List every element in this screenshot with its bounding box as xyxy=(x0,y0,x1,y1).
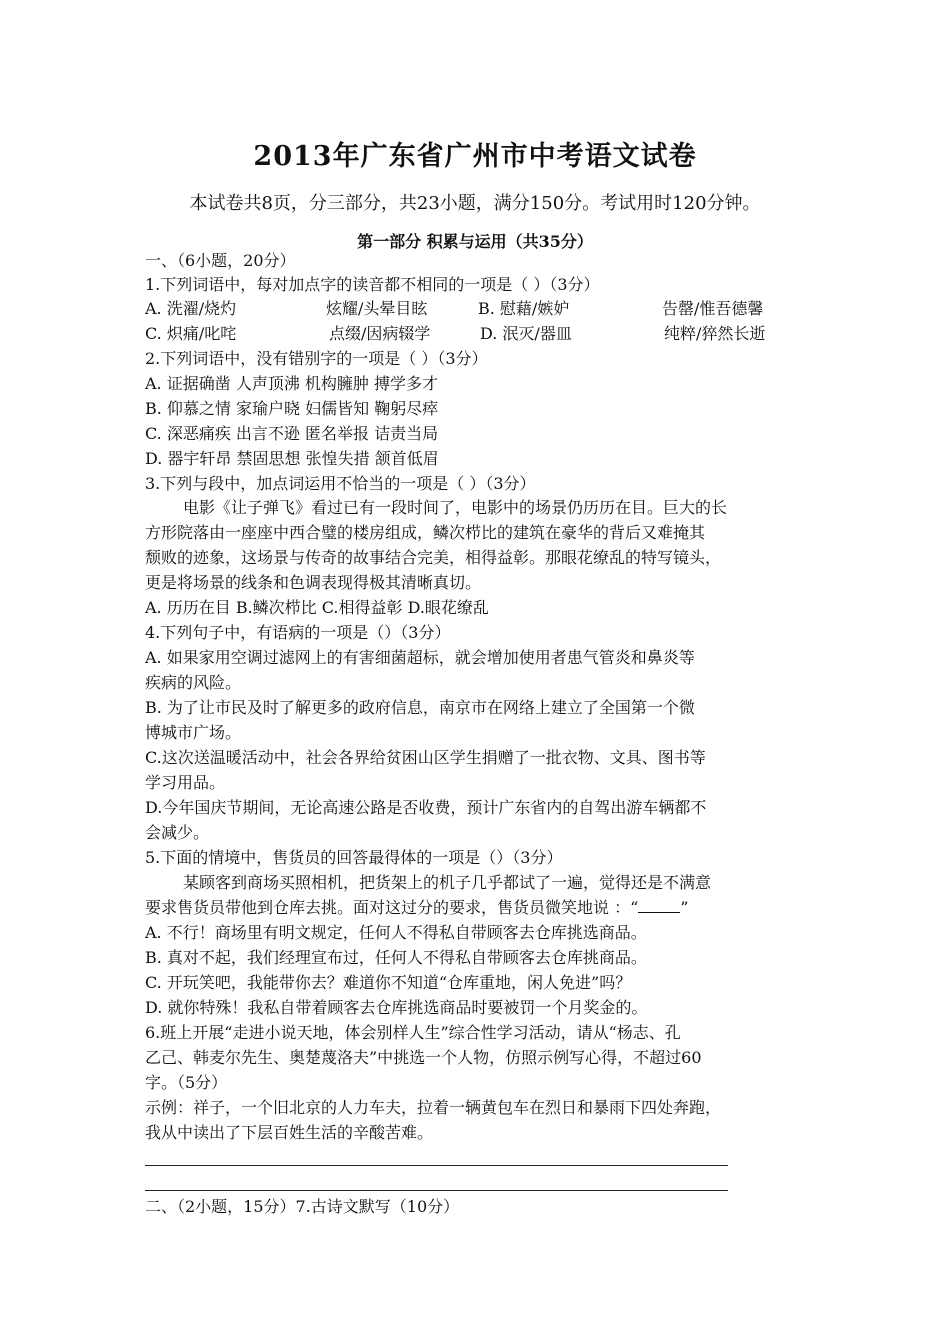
q5-option-c: C. 开玩笑吧，我能带你去？难道你不知道“仓库重地，闲人免进”吗？ xyxy=(145,973,632,992)
q6-example-line: 我从中读出了下层百姓生活的辛酸苦难。 xyxy=(145,1123,434,1142)
q2-option-c: C. 深恶痛疾 出言不逊 匿名举报 诘责当局 xyxy=(145,424,439,443)
q3-options: A. 历历在目 B.鳞次栉比 C.相得益彰 D.眼花缭乱 xyxy=(145,598,489,617)
q5-scenario-text: 要求售货员带他到仓库去挑。面对这过分的要求，售货员微笑地说 ：“ xyxy=(145,898,639,917)
q1-option-b-2: 告罄/惟吾德馨 xyxy=(662,299,764,318)
q4-option-a-line: A. 如果家用空调过滤网上的有害细菌超标，就会增加使用者患气管炎和鼻炎等 xyxy=(145,648,695,667)
q5-option-b: B. 真对不起，我们经理宣布过，任何人不得私自带顾客去仓库挑商品。 xyxy=(145,948,647,967)
q5-scenario-line: 某顾客到商场买照相机，把货架上的机子几乎都试了一遍，觉得还是不满意 xyxy=(183,873,712,892)
q1-option-a-2: 炫耀/头晕目眩 xyxy=(326,299,428,318)
q4-option-c-line: C.这次送温暖活动中，社会各界给贫困山区学生捐赠了一批衣物、文具、图书等 xyxy=(145,748,706,767)
answer-blank xyxy=(638,898,680,913)
q4-option-d-line: 会减少。 xyxy=(145,823,210,842)
q5-scenario-line xyxy=(145,897,688,919)
question-6-line: 乙己、韩麦尔先生、奥楚蔑洛夫”中挑选一个人物，仿照示例写心得，不超过60 xyxy=(145,1048,702,1067)
q4-option-b-line: B. 为了让市民及时了解更多的政府信息，南京市在网络上建立了全国第一个微 xyxy=(145,698,695,717)
q1-option-b-1: B. 慰藉/嫉妒 xyxy=(478,299,570,318)
q4-option-c-line: 学习用品。 xyxy=(145,773,226,792)
q3-passage-line: 颓败的迹象，这场景与传奇的故事结合完美，相得益彰。那眼花缭乱的特写镜头， xyxy=(145,548,722,567)
question-2-stem: 2.下列词语中，没有错别字的一项是（ ）（3分） xyxy=(145,349,488,368)
section-2-heading: 二、（2小题，15分）7.古诗文默写（10分） xyxy=(145,1197,460,1216)
q3-passage-line: 电影《让子弹飞》看过已有一段时间了，电影中的场景仍历历在目。巨大的长 xyxy=(183,498,728,517)
q6-example-line: 示例：祥子，一个旧北京的人力车夫，拉着一辆黄包车在烈日和暴雨下四处奔跑， xyxy=(145,1098,722,1117)
q4-option-b-line: 博城市广场。 xyxy=(145,723,242,742)
q5-quote-close: ” xyxy=(680,898,689,917)
q2-option-d: D. 器宇轩昂 禁固思想 张惶失措 颔首低眉 xyxy=(145,449,439,468)
answer-line[interactable] xyxy=(145,1165,728,1166)
question-3-stem: 3.下列与段中，加点词运用不恰当的一项是（ ）（3分） xyxy=(145,474,536,493)
exam-intro: 本试卷共8页，分三部分，共23小题，满分150分。考试用时120分钟。 xyxy=(189,193,761,214)
q3-passage-line: 方形院落由一座座中西合璧的楼房组成，鳞次栉比的建筑在豪华的背后又难掩其 xyxy=(145,523,706,542)
q4-option-d-line: D.今年国庆节期间，无论高速公路是否收费，预计广东省内的自驾出游车辆都不 xyxy=(145,798,707,817)
q4-option-a-line: 疾病的风险。 xyxy=(145,673,242,692)
q5-option-a: A. 不行！商场里有明文规定，任何人不得私自带顾客去仓库挑选商品。 xyxy=(145,923,647,942)
q1-option-c-1: C. 炽痛/叱咤 xyxy=(145,324,237,343)
q1-option-d-2: 纯粹/猝然长逝 xyxy=(664,324,766,343)
answer-line[interactable] xyxy=(145,1190,728,1191)
page-title: 2013年广东省广州市中考语文试卷 xyxy=(253,141,697,172)
question-5-stem: 5.下面的情境中，售货员的回答最得体的一项是（）（3分） xyxy=(145,848,563,867)
part-heading: 第一部分 积累与运用（共35分） xyxy=(357,232,593,251)
q2-option-b: B. 仰慕之情 家瑜户晓 妇儒皆知 鞠躬尽瘁 xyxy=(145,399,439,418)
q2-option-a: A. 证据确凿 人声顶沸 机构臃肿 搏学多才 xyxy=(145,374,438,393)
question-6-line: 字。（5分） xyxy=(145,1073,228,1092)
q3-passage-line: 更是将场景的线条和色调表现得极其清晰真切。 xyxy=(145,573,482,592)
q1-option-d-1: D. 泯灭/器皿 xyxy=(480,324,572,343)
q5-option-d: D. 就你特殊！我私自带着顾客去仓库挑选商品时要被罚一个月奖金的。 xyxy=(145,998,648,1017)
question-4-stem: 4.下列句子中，有语病的一项是（）（3分） xyxy=(145,623,451,642)
question-1-stem: 1.下列词语中，每对加点字的读音都不相同的一项是（ ）（3分） xyxy=(145,275,600,294)
q1-option-a-1: A. 洗濯/烧灼 xyxy=(145,299,237,318)
question-6-line: 6.班上开展“走进小说天地，体会别样人生”综合性学习活动，请从“杨志、孔 xyxy=(145,1023,681,1042)
section-heading: 一、（6小题，20分） xyxy=(145,251,296,270)
q1-option-c-2: 点缀/因病辍学 xyxy=(329,324,431,343)
